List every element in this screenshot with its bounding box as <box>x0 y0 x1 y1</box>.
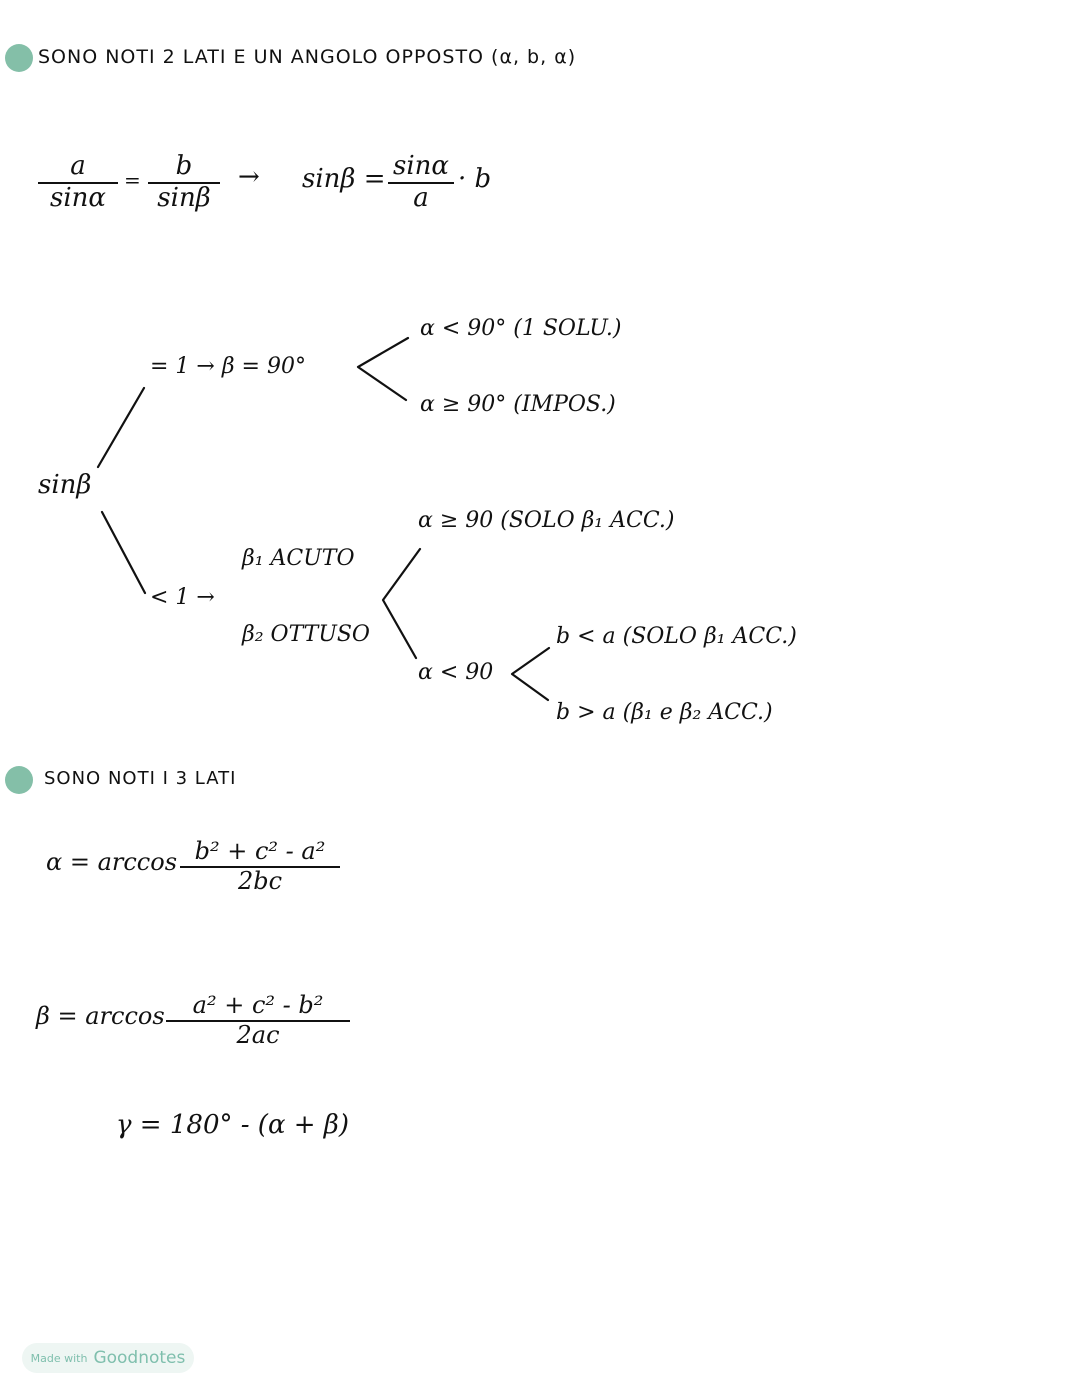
section-2-heading: SONO NOTI I 3 LATI <box>44 768 237 789</box>
fraction-denominator: 2bc <box>237 866 283 895</box>
fraction-numerator: a² + c² - b² <box>192 991 324 1019</box>
fraction-alpha-cosine <box>180 838 340 895</box>
beta2-obtuse: β₂ OTTUSO <box>242 622 370 647</box>
case-alpha-lt-90-one-solution: α < 90° (1 SOLU.) <box>420 316 622 341</box>
section-1-heading: SONO NOTI 2 LATI E UN ANGOLO OPPOSTO (α, b, α) <box>38 46 577 68</box>
gamma-formula: γ = 180° - (α + β) <box>116 1110 349 1140</box>
beta-arccos-lhs: β = arccos <box>36 1002 165 1030</box>
case-alpha-lt-90: α < 90 <box>418 660 494 685</box>
subcase-b-lt-a: b < a (SOLO β₁ ACC.) <box>556 624 797 649</box>
branch-equal-one: = 1 → β = 90° <box>150 354 306 379</box>
goodnotes-logo: Goodnotes <box>93 1348 186 1368</box>
case-alpha-ge-90-impossible: α ≥ 90° (IMPOS.) <box>420 392 616 417</box>
sin-beta-lhs: sinβ = <box>302 164 386 194</box>
section-bullet-2 <box>5 766 33 794</box>
tree-root-sin-beta: sinβ <box>38 470 92 500</box>
fraction-beta-cosine <box>166 992 350 1049</box>
branch-less-than-one: < 1 → <box>150 585 215 610</box>
fraction-numerator: b² + c² - a² <box>194 837 326 865</box>
fraction-denominator: a <box>413 182 429 213</box>
fraction-numerator: b <box>175 151 193 181</box>
subcase-b-gt-a: b > a (β₁ e β₂ ACC.) <box>556 700 773 725</box>
fraction-numerator: a <box>70 151 86 181</box>
times-b: · b <box>458 164 492 194</box>
made-with-goodnotes-badge <box>22 1343 194 1373</box>
made-with-label: Made with <box>30 1351 88 1365</box>
beta1-acute: β₁ ACUTO <box>242 546 355 571</box>
fraction-numerator: sinα <box>393 151 449 181</box>
equals-sign: = <box>124 168 141 192</box>
fraction-denominator: sinα <box>50 182 106 213</box>
arrow-icon: → <box>238 162 260 192</box>
alpha-arccos-lhs: α = arccos <box>46 848 178 876</box>
fraction-denominator: 2ac <box>236 1020 280 1049</box>
case-alpha-ge-90-only-beta1: α ≥ 90 (SOLO β₁ ACC.) <box>418 508 675 533</box>
fraction-denominator: sinβ <box>157 182 211 213</box>
